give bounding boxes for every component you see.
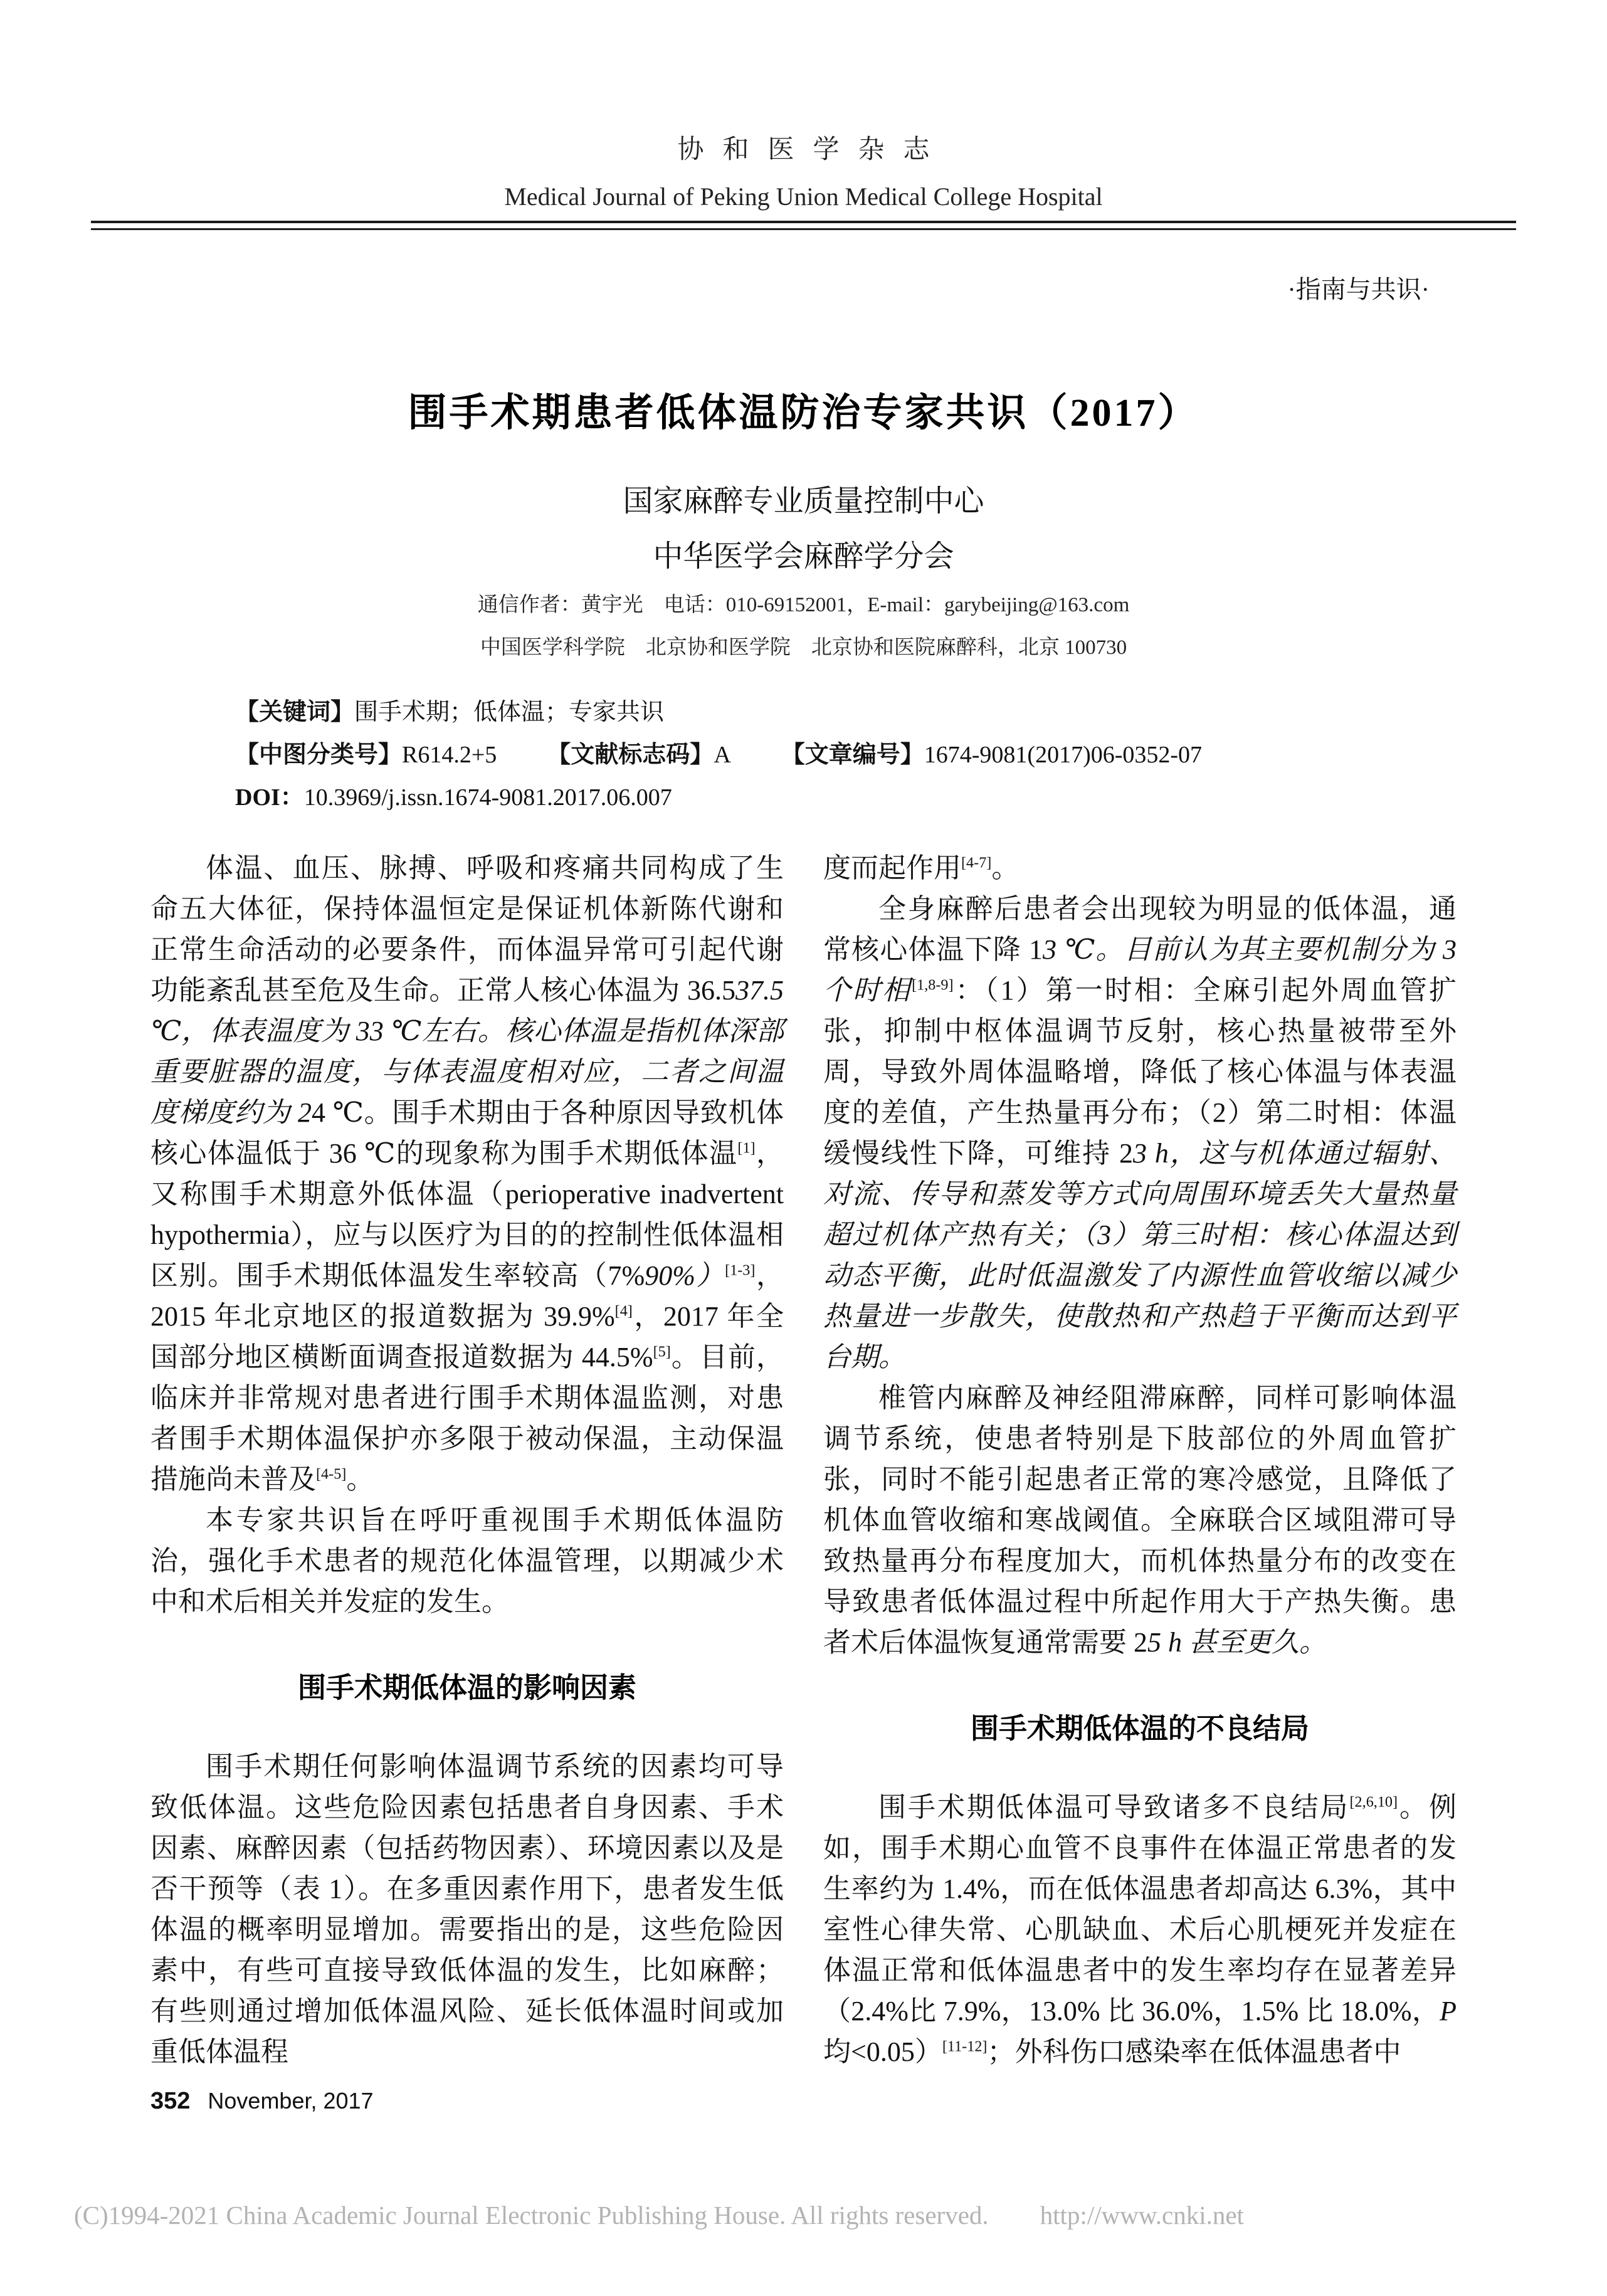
paragraph-intro: 体温、血压、脉搏、呼吸和疼痛共同构成了生命五大体征，保持体温恒定是保证机体新陈代谢和正常生命活动的必要条件，而体温异常可引起代谢功能紊乱甚至危及生命。正常人核心体温为 36.537.5 ℃，体表温度为 33 ℃左右。核心体温是指机体深部重要脏器的温度，与体表温度相对应，二者之间温度梯度约为 24 ℃。围手术期由于各种原因导致机体核心体温低于 36 ℃的现象称为围手术期低体温[1]，又称围手术期意外低体温（perioperative inadvertent hypothermia），应与以医疗为目的的控制性低体温相区别。围手术期低体温发生率较高（7%90%）[1-3]，2015 年北京地区的报道数据为 39.9%[4]，2017 年全国部分地区横断面调查报道数据为 44.5%[5]。目前，临床并非常规对患者进行围手术期体温监测，对患者围手术期体温保护亦多限于被动保温，主动保温措施尚未普及[4-5]。 <box>150 853 784 1495</box>
correspondence-line: 通信作者：黄宇光 电话：010-69152001，E-mail：garybeijing@163.com <box>477 594 1130 616</box>
paragraph-continuation: 度而起作用[4-7]。 <box>823 853 1020 883</box>
article-category-label: ·指南与共识· <box>1287 275 1430 303</box>
keywords-label: 【关键词】 <box>235 699 355 725</box>
meta-block <box>235 691 1457 819</box>
doi-line <box>235 776 1457 819</box>
header-divider <box>91 221 1516 230</box>
copyright-notice: (C)1994-2021 China Academic Journal Electronic Publishing House. All rights reserved. http://www.cnki.net <box>74 2201 1244 2230</box>
doi-value: 10.3969/j.issn.1674-9081.2017.06.007 <box>303 784 672 811</box>
doc-code-label: 【文献标志码】 <box>547 742 714 768</box>
article-id-value: 1674-9081(2017)06-0352-07 <box>924 742 1203 768</box>
paragraph-general-anesthesia: 全身麻醉后患者会出现较为明显的低体温，通常核心体温下降 13 ℃。目前认为其主要机制分为 3 个时相[1,8-9]：（1）第一时相：全麻引起外周血管扩张，抑制中枢体温调节反射，核心热量被带至外周，导致外周体温略增，降低了核心体温与体表温度的差值，产生热量再分布；（2）第二时相：体温缓慢线性下降，可维持 23 h，这与机体通过辐射、对流、传导和蒸发等方式向周围环境丢失大量热量超过机体产热有关；（3）第三时相：核心体温达到动态平衡，此时低温激发了内源性血管收缩以减少热量进一步散失，使散热和产热趋于平衡而达到平台期。 <box>823 893 1457 1372</box>
paragraph-purpose: 本专家共识旨在呼吁重视围手术期低体温防治，强化手术患者的规范化体温管理，以期减少术中和术后相关并发症的发生。 <box>150 1505 784 1617</box>
page-number: 352 <box>150 2088 191 2114</box>
section-heading-adverse-outcomes: 围手术期低体温的不良结局 <box>970 1713 1309 1744</box>
article-id-group <box>781 742 1202 768</box>
clc-group <box>235 742 497 768</box>
doc-code-group <box>547 742 730 768</box>
paragraph-risk-factors: 围手术期任何影响体温调节系统的因素均可导致低体温。这些危险因素包括患者自身因素、手术因素、麻醉因素（包括药物因素）、环境因素以及是否干预等（表 1）。在多重因素作用下，患者发生低体温的概率明显增加。需要指出的是，这些危险因素中，有些可直接导致低体温的发生，比如麻醉；有些则通过增加低体温风险、延长低体温时间或加重低体温程 <box>150 1751 784 2067</box>
article-title: 围手术期患者低体温防治专家共识（2017） <box>408 392 1199 434</box>
classification-line <box>235 734 1457 776</box>
page-footer <box>150 2088 374 2115</box>
journal-title-en: Medical Journal of Peking Union Medical College Hospital <box>504 182 1103 211</box>
section-heading-influencing-factors: 围手术期低体温的影响因素 <box>297 1672 636 1704</box>
keywords-line <box>235 691 1457 734</box>
author-organization-2: 中华医学会麻醉学分会 <box>653 540 954 573</box>
article-id-label: 【文章编号】 <box>781 742 924 768</box>
paragraph-neuraxial-anesthesia: 椎管内麻醉及神经阻滞麻醉，同样可影响体温调节系统，使患者特别是下肢部位的外周血管扩张，同时不能引起患者正常的寒冷感觉，且降低了机体血管收缩和寒战阈值。全麻联合区域阻滞可导致热量再分布程度加大，而机体热量分布的改变在导致患者低体温过程中所起作用大于产热失衡。患者术后体温恢复通常需要 25 h 甚至更久。 <box>823 1382 1457 1658</box>
affiliation-line: 中国医学科学院 北京协和医学院 北京协和医院麻醉科，北京 100730 <box>480 636 1127 659</box>
article-body <box>150 848 1457 2072</box>
clc-value: R614.2+5 <box>402 742 497 768</box>
right-column <box>823 848 1457 2072</box>
left-column <box>150 848 784 2072</box>
author-organization-1: 国家麻醉专业质量控制中心 <box>623 485 984 518</box>
issue-date: November, 2017 <box>208 2088 374 2114</box>
doi-label: DOI： <box>235 784 304 811</box>
doc-code-value: A <box>714 742 731 768</box>
paragraph-adverse-outcomes: 围手术期低体温可导致诸多不良结局[2,6,10]。例如，围手术期心血管不良事件在体温正常患者的发生率约为 1.4%，而在低体温患者却高达 6.3%，其中室性心律失常、心肌缺血、术后心肌梗死并发症在体温正常和低体温患者中的发生率均存在显著差异（2.4%比 7.9%，13.0% 比 36.0%，1.5% 比 18.0%，P 均<0.05）[11-12]；外科伤口感染率在低体温患者中 <box>823 1792 1457 2067</box>
journal-title-cn: 协和医学杂志 <box>677 135 949 164</box>
clc-label: 【中图分类号】 <box>235 742 403 768</box>
keywords-text: 围手术期；低体温；专家共识 <box>354 699 665 725</box>
